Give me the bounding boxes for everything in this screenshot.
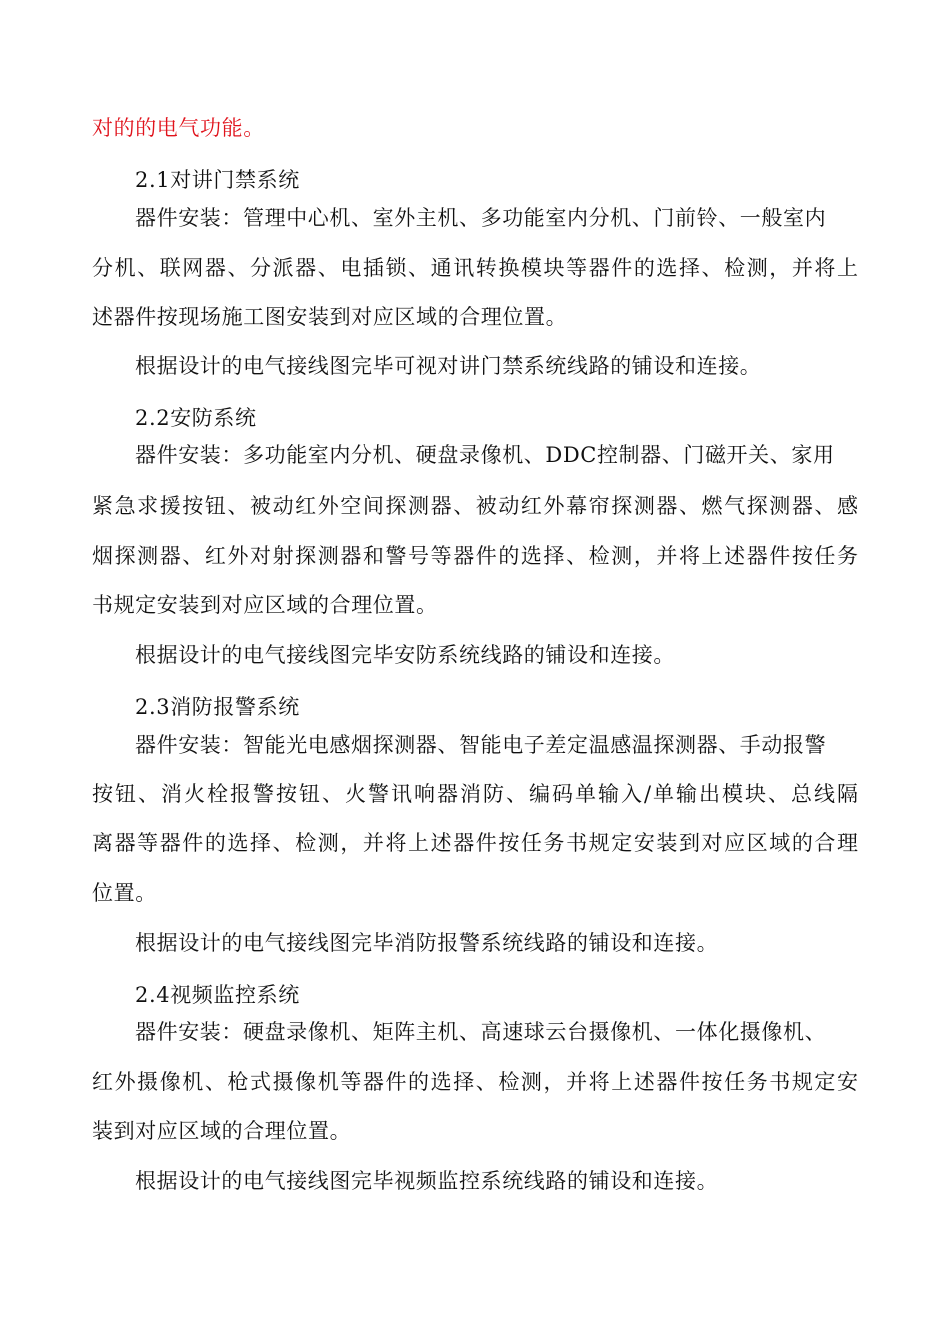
wiring-paragraph: 根据设计的电气接线图完毕安防系统线路的铺设和连接。 bbox=[135, 643, 675, 667]
paragraph-line: 紧急求援按钮、被动红外空间探测器、被动红外幕帘探测器、燃气探测器、感 bbox=[92, 494, 858, 518]
paragraph-line: 书规定安装到对应区域的合理位置。 bbox=[92, 593, 438, 617]
section-heading: 2.2安防系统 bbox=[135, 406, 257, 430]
paragraph-line: 器件安装：管理中心机、室外主机、多功能室内分机、门前铃、一般室内 bbox=[135, 206, 827, 230]
lead-line: 对的的电气功能。 bbox=[92, 116, 265, 140]
section-heading: 2.3消防报警系统 bbox=[135, 695, 300, 719]
paragraph-line: 器件安装：智能光电感烟探测器、智能电子差定温感温探测器、手动报警 bbox=[135, 733, 827, 757]
paragraph-line: 器件安装：多功能室内分机、硬盘录像机、DDC控制器、门磁开关、家用 bbox=[135, 443, 835, 467]
paragraph-line: 烟探测器、红外对射探测器和警号等器件的选择、检测，并将上述器件按任务 bbox=[92, 544, 858, 568]
paragraph-line: 装到对应区域的合理位置。 bbox=[92, 1119, 352, 1143]
paragraph-line: 离器等器件的选择、检测，并将上述器件按任务书规定安装到对应区域的合理 bbox=[92, 831, 858, 855]
paragraph-line: 红外摄像机、枪式摄像机等器件的选择、检测，并将上述器件按任务书规定安 bbox=[92, 1070, 858, 1094]
wiring-paragraph: 根据设计的电气接线图完毕可视对讲门禁系统线路的铺设和连接。 bbox=[135, 354, 762, 378]
paragraph-line: 按钮、消火栓报警按钮、火警讯响器消防、编码单输入/单输出模块、总线隔 bbox=[92, 782, 858, 806]
wiring-paragraph: 根据设计的电气接线图完毕消防报警系统线路的铺设和连接。 bbox=[135, 931, 719, 955]
paragraph-line: 器件安装：硬盘录像机、矩阵主机、高速球云台摄像机、一体化摄像机、 bbox=[135, 1020, 827, 1044]
wiring-paragraph: 根据设计的电气接线图完毕视频监控系统线路的铺设和连接。 bbox=[135, 1169, 719, 1193]
paragraph-line: 分机、联网器、分派器、电插锁、通讯转换模块等器件的选择、检测，并将上 bbox=[92, 256, 858, 280]
paragraph-line: 述器件按现场施工图安装到对应区域的合理位置。 bbox=[92, 305, 568, 329]
section-heading: 2.1对讲门禁系统 bbox=[135, 168, 300, 192]
section-heading: 2.4视频监控系统 bbox=[135, 983, 300, 1007]
paragraph-line: 位置。 bbox=[92, 881, 157, 905]
